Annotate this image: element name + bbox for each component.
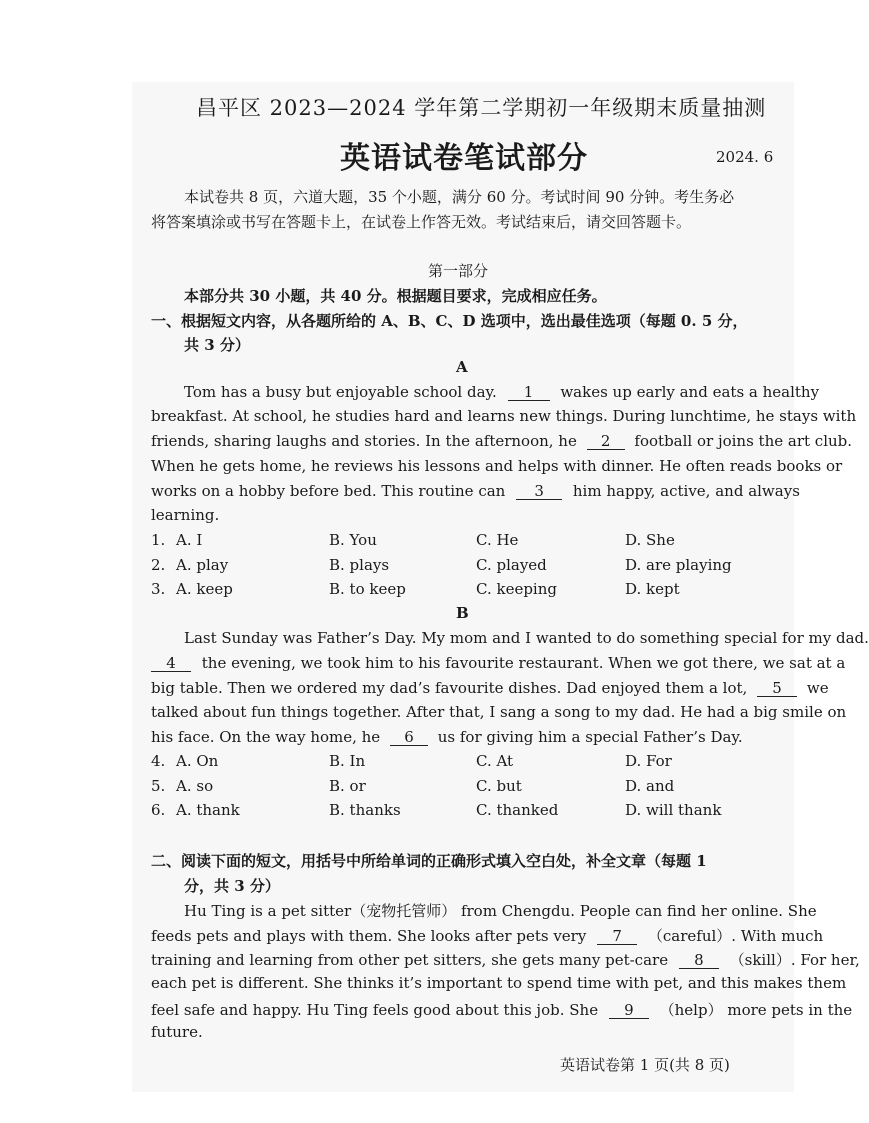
text: football or joins the art club.: [634, 432, 853, 450]
text: big table. Then we ordered my dad’s favourite dishes. Dad enjoyed them a lot,: [151, 679, 748, 697]
option-a: A. I: [176, 531, 203, 549]
option-b: B. plays: [329, 556, 390, 574]
passage-b-label: B: [456, 604, 469, 622]
blank-9: 9: [609, 1003, 649, 1019]
text: we: [806, 679, 829, 697]
passage-a-line-3: [151, 432, 852, 450]
option-d: D. kept: [625, 580, 680, 598]
option-d: D. are playing: [625, 556, 732, 574]
option-c: C. At: [476, 752, 514, 770]
blank-2: 2: [587, 434, 625, 450]
option-b: B. thanks: [329, 801, 401, 819]
text: （skill）. For her,: [729, 951, 860, 969]
text: feel safe and happy. Hu Ting feels good about this job. She: [151, 1001, 599, 1019]
option-b: B. You: [329, 531, 377, 549]
blank-4: 4: [151, 656, 191, 672]
text: training and learning from other pet sitters, she gets many pet-care: [151, 951, 669, 969]
passage-b-line-2: [151, 654, 845, 672]
option-d: D. She: [625, 531, 675, 549]
passage-a-line-5: [151, 482, 800, 500]
section2-line-2: [151, 925, 823, 946]
blank-7: 7: [597, 929, 637, 945]
blank-1: 1: [508, 385, 550, 401]
question-number: 2.: [151, 556, 166, 574]
section2-line-6: future.: [151, 1023, 203, 1041]
option-c: C. He: [476, 531, 519, 549]
passage-b-line-3: [151, 679, 829, 697]
option-c: C. keeping: [476, 580, 557, 598]
option-a: A. keep: [176, 580, 233, 598]
passage-a-line-4: When he gets home, he reviews his lessons and helps with dinner. He often reads books or: [151, 457, 843, 475]
intro-line-2: 将答案填涂或书写在答题卡上，在试卷上作答无效。考试结束后，请交回答题卡。: [151, 213, 692, 231]
exam-date: 2024. 6: [716, 148, 774, 166]
passage-a-line-6: learning.: [151, 506, 220, 524]
option-c: C. played: [476, 556, 547, 574]
section2-line-5: [151, 999, 852, 1020]
option-c: C. but: [476, 777, 522, 795]
option-a: A. thank: [176, 801, 240, 819]
text: （help） more pets in the: [659, 1001, 853, 1019]
option-a: A. play: [176, 556, 229, 574]
option-d: D. and: [625, 777, 675, 795]
exam-subtitle: 英语试卷笔试部分: [340, 141, 588, 176]
page-footer: 英语试卷第 1 页(共 8 页): [560, 1056, 730, 1074]
passage-b-line-5: [151, 728, 743, 746]
section2-line-4: each pet is different. She thinks it’s important to spend time with pet, and this makes them: [151, 974, 847, 992]
passage-a-line-1: [184, 383, 819, 401]
blank-5: 5: [757, 681, 797, 697]
section2-line-1: Hu Ting is a pet sitter（宠物托管师） from Chengdu. People can find her online. She: [184, 902, 817, 920]
text: us for giving him a special Father’s Day.: [437, 728, 743, 746]
text: him happy, active, and always: [572, 482, 800, 500]
option-a: A. On: [176, 752, 219, 770]
text: wakes up early and eats a healthy: [560, 383, 820, 401]
passage-b-line-4: talked about fun things together. After that, I sang a song to my dad. He had a big smile on: [151, 703, 847, 721]
option-c: C. thanked: [476, 801, 559, 819]
part-heading: 第一部分: [428, 262, 489, 280]
intro-line-1: 本试卷共 8 页，六道大题，35 个小题，满分 60 分。考试时间 90 分钟。考生务必: [184, 188, 735, 206]
exam-title: 昌平区 2023—2024 学年第二学期初一年级期末质量抽测: [196, 96, 767, 120]
text: friends, sharing laughs and stories. In the afternoon, he: [151, 432, 577, 450]
option-d: D. For: [625, 752, 672, 770]
passage-a-label: A: [456, 358, 468, 376]
section1-instruction-2: 共 3 分）: [184, 336, 250, 354]
question-number: 5.: [151, 777, 166, 795]
option-b: B. In: [329, 752, 366, 770]
blank-3: 3: [516, 484, 562, 500]
text: feeds pets and plays with them. She looks after pets very: [151, 927, 587, 945]
option-b: B. to keep: [329, 580, 406, 598]
section2-instruction-1: 二、阅读下面的短文，用括号中所给单词的正确形式填入空白处，补全文章（每题 1: [151, 852, 707, 870]
passage-b-line-1: Last Sunday was Father’s Day. My mom and I wanted to do something special for my dad.: [184, 629, 869, 647]
option-a: A. so: [176, 777, 214, 795]
blank-8: 8: [679, 953, 719, 969]
question-number: 6.: [151, 801, 166, 819]
text: the evening, we took him to his favourite restaurant. When we got there, we sat at a: [201, 654, 846, 672]
text: works on a hobby before bed. This routine can: [151, 482, 506, 500]
question-number: 3.: [151, 580, 166, 598]
section2-instruction-2: 分，共 3 分）: [184, 877, 280, 895]
section2-line-3: [151, 949, 860, 970]
question-number: 4.: [151, 752, 166, 770]
option-b: B. or: [329, 777, 366, 795]
question-number: 1.: [151, 531, 166, 549]
blank-6: 6: [390, 730, 428, 746]
text: Tom has a busy but enjoyable school day.: [184, 383, 497, 401]
passage-a-line-2: breakfast. At school, he studies hard and learns new things. During lunchtime, he stays with: [151, 407, 857, 425]
section1-instruction-1: 一、根据短文内容，从各题所给的 A、B、C、D 选项中，选出最佳选项（每题 0. 5 分，: [151, 312, 748, 330]
part-description: 本部分共 30 小题，共 40 分。根据题目要求，完成相应任务。: [184, 287, 607, 305]
option-d: D. will thank: [625, 801, 722, 819]
text: his face. On the way home, he: [151, 728, 381, 746]
text: （careful）. With much: [647, 927, 824, 945]
